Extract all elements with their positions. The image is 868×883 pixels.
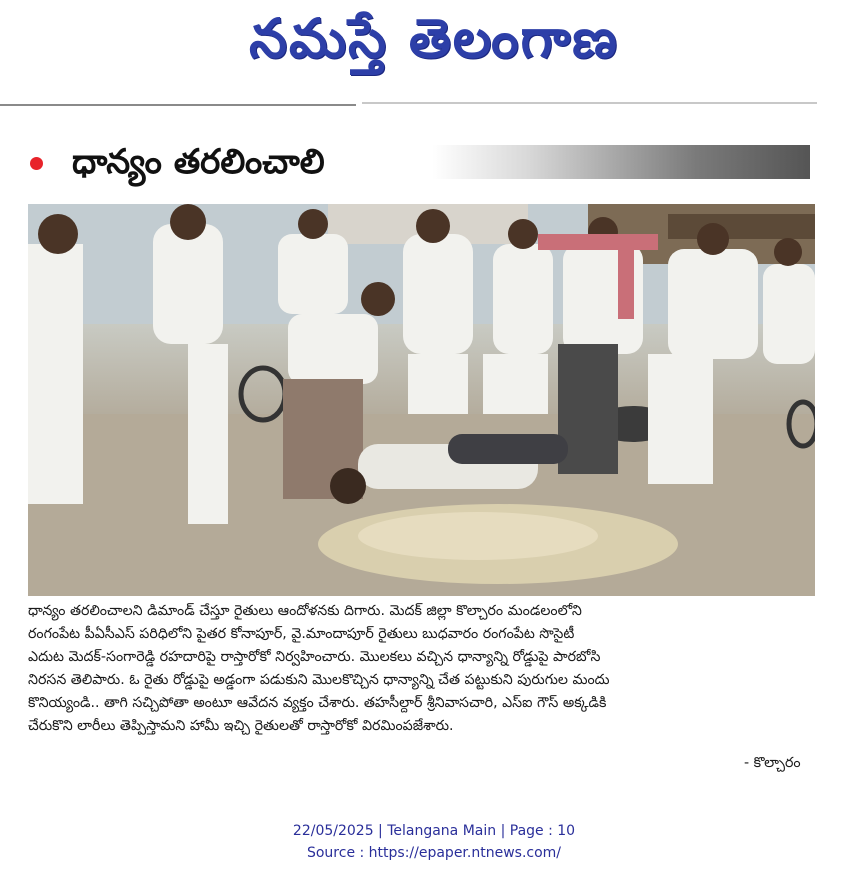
article-body — [28, 600, 818, 738]
article-line: ధాన్యం తరలించాలని డిమాండ్ చేస్తూ రైతులు ఆందోళనకు దిగారు. మెదక్ జిల్లా కొల్చారం మండలంలోని — [28, 603, 582, 619]
divider-right — [362, 102, 817, 104]
masthead — [0, 0, 868, 96]
footer-date-page: 22/05/2025 | Telangana Main | Page : 10 — [292, 823, 576, 839]
footer — [0, 820, 868, 864]
article-line: ఎదుట మెదక్-సంగారెడ్డి రహదారిపై రాస్తారోకో నిర్వహించారు. మొలకలు వచ్చిన ధాన్యాన్ని రోడ్డుపై పారబోసి — [28, 649, 601, 665]
byline: - కొల్చారం — [744, 755, 801, 771]
article-line: చేరుకొని లారీలు తెప్పిస్తామని హామీ ఇచ్చి రైతులతో రాస్తారోకో విరమింపజేశారు. — [28, 718, 454, 734]
article-line: కొనియ్యండి.. తాగి సచ్చిపోతా అంటూ ఆవేదన వ్యక్తం చేశారు. తహసీల్దార్ శ్రీనివాసచారి, ఎస్ఐ గౌస్ అక్కడికి — [28, 695, 607, 711]
headline-row — [28, 140, 810, 184]
newspaper-logo: నమస్తే తెలంగాణ — [249, 6, 619, 70]
article-line: నిరసన తెలిపారు. ఓ రైతు రోడ్డుపై అడ్డంగా పడుకుని మొలకొచ్చిన ధాన్యాన్ని చేత పట్టుకుని పురుగుల మందు — [28, 672, 610, 688]
news-photo-illustration — [28, 204, 815, 596]
red-bullet-icon — [30, 157, 43, 170]
divider-left — [0, 104, 356, 106]
headline-gradient-bar — [432, 145, 810, 179]
footer-source: Source : https://epaper.ntnews.com/ — [306, 845, 562, 861]
article-line: రంగంపేట పీఏసీఎస్ పరిధిలోని పైతర కోనాపూర్, వై.మాందాపూర్ రైతులు బుధవారం రంగంపేట సొసైటీ — [28, 626, 575, 642]
news-photo — [28, 204, 815, 596]
story-headline: ధాన్యం తరలించాలి — [72, 142, 325, 182]
